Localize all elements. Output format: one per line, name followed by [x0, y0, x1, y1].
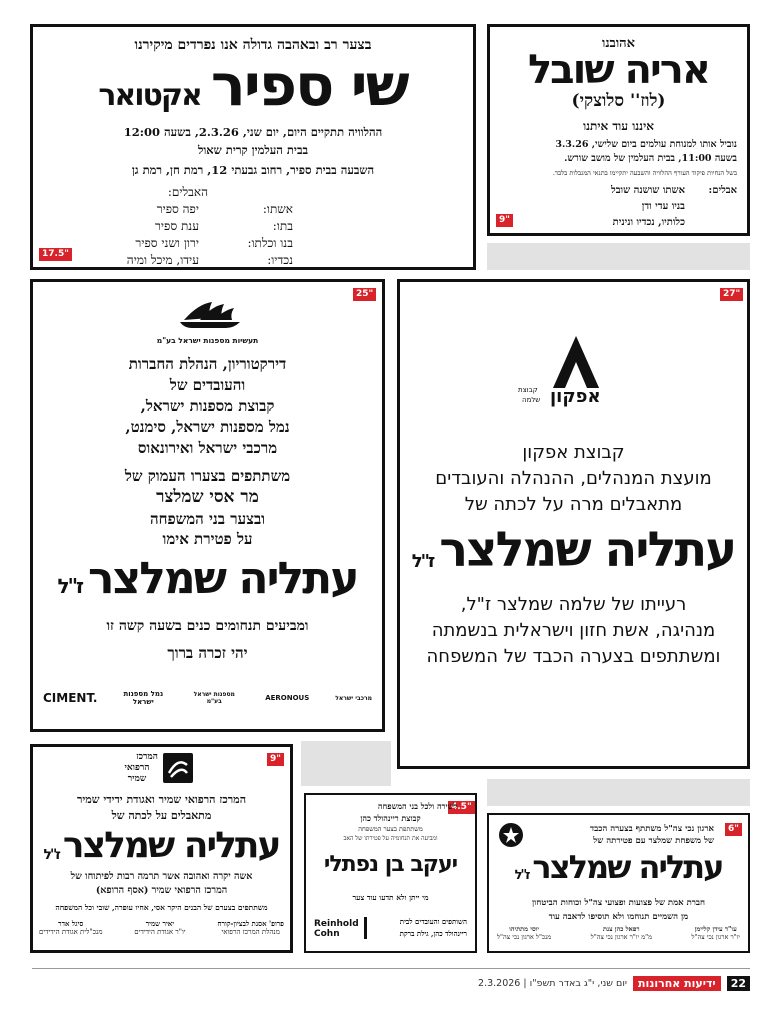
issue-date: יום שני, י"ג באדר תשפ"ו | 2.3.2026: [478, 978, 628, 989]
ad3-logo-strip: [43, 686, 372, 710]
ad3-line: מרכבי ישראל ואירונאוס: [137, 439, 278, 457]
signature-name: סיגל אדר: [58, 919, 84, 928]
idf-veterans-emblem-icon: [499, 823, 523, 847]
ad3-line: קבוצת מספנות ישראל,: [140, 397, 275, 415]
aeronous-logo: AERONOUS: [265, 694, 310, 702]
ad1-opening: בצער רב ובאהבה גדולה אנו נפרדים מיקירנו: [134, 37, 372, 53]
ad5-logo-2: הרפואי: [124, 763, 150, 773]
ad6-sign-2: ריינהולד כהן, גילת ברקת: [399, 929, 467, 938]
ad4-size-tag: 27": [720, 288, 743, 301]
ad1-label: בנו וכלתו:: [247, 236, 293, 250]
ad5-line-2: מתאבלים על לכתה של: [111, 809, 212, 822]
signature-name: יאיר שמיר: [145, 919, 175, 928]
ad4-desc-3: ומשתתפים בצערה הכבד של המשפחה: [426, 646, 721, 667]
ad5-desc-2: המרכז הרפואי שמיר (אסף הרופא): [95, 885, 228, 896]
signature-name: עו"ד עידן קליימן: [694, 925, 737, 933]
obituary-idf-disabled-veterans: [487, 813, 750, 953]
obituary-reinhold-cohn: [304, 793, 477, 953]
ad5-line-1: המרכז הרפואי שמיר ואגודת ידידי שמיר: [76, 793, 247, 806]
logo-word: Cohn: [314, 929, 340, 939]
signature-title: מנכ"לית אגודת הידידים: [39, 928, 103, 936]
ad1-funeral-line-1: ההלוויה תתקיים היום, יום שני, 2.3.26, בשעה 12:00: [123, 125, 383, 139]
israel-shipyards-logo: מספנות ישראל בע"מ: [193, 691, 235, 705]
shipyard-port-logo: נמל מספנות ישראל: [123, 690, 164, 706]
ciment-logo: CIMENT.: [43, 691, 98, 705]
ad5-signature: [39, 919, 102, 936]
footer-rule: [32, 968, 750, 969]
ad4-logo-word: אפקון: [550, 386, 601, 407]
ad6-sign-1: השותפים והעובדים לבית: [399, 917, 467, 926]
ad5-signature: [134, 919, 185, 936]
ad3-blessing: יהי זכרה ברוך: [167, 644, 248, 662]
ad4-desc-1: רעייתו של שלמה שמלצר ז"ל,: [460, 594, 687, 615]
ad4-desc-2: מנהיגה, אשת חזון וישראלית בנשמתה: [431, 620, 716, 641]
ad4-zl: ז"ל: [411, 551, 434, 572]
ad3-person: מר אסי שמלצר: [156, 487, 259, 507]
ad3-name: עתליה שמלצר: [88, 553, 358, 604]
signature-name: יוסי מתתיהו: [509, 925, 540, 933]
ad1-label: נכדיו:: [267, 253, 293, 267]
ad3-condolence: ומביעים תנחומים כנים בשעה קשה זו: [106, 618, 309, 634]
ad6-memory: מי ייתן ולא תדעו עוד צער: [352, 893, 429, 902]
ad2-mourners-3: כלותיו, נכדיו ונינית: [612, 217, 685, 228]
ad2-mourners-label: אבלים:: [708, 185, 737, 196]
ad1-funeral-line-2: בבית העלמין קרית שאול: [197, 143, 309, 157]
ad3-family: ובצער בני המשפחה: [149, 510, 266, 528]
ad3-zl: ז"ל: [57, 574, 82, 598]
ad7-name-block: [489, 845, 748, 889]
ad1-value: ירון ושני ספיר: [135, 236, 199, 250]
ad2-mourners-1: אשתו שושנה שובל: [611, 185, 685, 196]
signature-name: פרופ' אסנת לבציון-קורח: [217, 919, 284, 928]
ad7-top-2: של משפחת שמלצר עם פטירתה של: [593, 836, 714, 846]
ad2-line-3: בשל הנחיות פיקוד העורף ההלוויה והשבעה יתקיימו בתנאי המגבלות בלבד.: [552, 169, 737, 177]
ad3-line: נמל מספנות ישראל, סימנט,: [125, 418, 290, 436]
ad2-opening: אהובנו: [602, 36, 635, 51]
gray-filler-1: [487, 243, 750, 270]
ad2-line-2: בשעה 11:00, בבית העלמין של מושב שורש.: [564, 153, 737, 164]
ad3-death: על פטירת אימו: [162, 530, 253, 548]
ad3-share: משתתפים בצערו העמוק של: [124, 467, 291, 485]
ad4-line-1: מועצת המנהלים, ההנהלה והעובדים: [435, 468, 712, 489]
signature-title: מנהלת המרכז הרפואי: [221, 928, 280, 936]
ad4-name: עתליה שמלצר: [439, 522, 736, 578]
page-number: 22: [727, 976, 750, 991]
ad7-size-tag: 6": [725, 823, 742, 836]
afcon-logo-icon: [547, 332, 605, 390]
ad1-value: ענת ספיר: [155, 219, 199, 233]
ad5-signature: [217, 919, 284, 936]
ad1-title-prefix: אקטואר: [98, 78, 201, 113]
reinhold-cohn-logo: [314, 919, 359, 939]
signature-title: יו"ר ארגון נכי צה"ל: [691, 933, 740, 941]
ad7-top-1: ארגון נכי צה"ל משתתף בצערה הכבד: [590, 824, 714, 834]
ad2-size-tag: 9": [496, 214, 513, 227]
ad2-mourners-2: בניו עדי ודן: [641, 201, 685, 212]
logo-word: Reinhold: [314, 919, 359, 929]
ad2-line-1: נוביל אותו למנוחת עולמים ביום שלישי, 3.3.26: [555, 139, 737, 150]
ad4-logo-sub-2: שלמה: [522, 396, 541, 404]
ship-logo-icon: [178, 298, 242, 330]
ad7-name: עתליה שמלצר: [532, 848, 723, 886]
ad3-line: דירקטוריון, הנהלת החברות: [128, 355, 287, 373]
ad1-size-tag: 17.5": [39, 248, 72, 261]
ad7-signatures: [497, 925, 740, 941]
ad1-name-block: [33, 53, 473, 117]
ad5-desc-1: אשה יקרה ואהובה אשר תרמה רבות לפיתוחו של: [70, 871, 253, 882]
ad1-label: בתו:: [272, 219, 293, 233]
ad5-signatures: [39, 919, 284, 936]
ad1-value: יפה ספיר: [156, 202, 199, 216]
ad1-mourners-title: האבלים:: [167, 185, 208, 199]
ad3-name-block: [33, 552, 382, 606]
gray-filler-3: [487, 779, 750, 806]
obituary-shamir-medical: [30, 744, 293, 953]
ad3-company: תעשיות מספנות ישראל בע"מ: [156, 336, 259, 345]
obituary-afcon-group: [397, 279, 750, 769]
ad6-name: יעקב בן נפתלי: [323, 852, 458, 877]
reinhold-cohn-bar-icon: [364, 917, 367, 939]
ad3-line: והעובדים של: [169, 376, 246, 394]
obituary-israel-shipyards: [30, 279, 385, 732]
ad2-gone: איננו עוד איתנו: [583, 119, 654, 133]
ad6-size-tag: 4.5": [448, 801, 475, 814]
ad1-name: שי ספיר: [210, 51, 408, 119]
ad2-nickname: (לוז'' סלוצקי): [571, 91, 666, 111]
ad3-lines: [33, 354, 382, 459]
signature-title: מנכ"ל ארגון נכי צה"ל: [497, 933, 552, 941]
page-footer: [478, 976, 750, 991]
ad4-name-block: [400, 520, 747, 580]
signature-title: יו"ר אגודת הידידים: [134, 928, 186, 936]
ad7-desc: חברת אמת של פצועות ופצועי צה"ל וכוחות הביטחון: [531, 898, 706, 908]
ad1-shiva: השבעה בבית ספיר, רחוב גבעתי 12, רמת חן, רמת גן: [131, 163, 375, 177]
ad1-label: אשתו:: [262, 202, 293, 216]
ad4-line-2: מתאבלים מרה על לכתה של: [464, 494, 683, 515]
signature-title: מ"מ יו"ר ארגון נכי צה"ל: [590, 933, 652, 941]
ad5-zl: ז"ל: [43, 847, 59, 863]
merkavey-israel-logo: מרכבי ישראל: [335, 694, 372, 702]
ad2-name: אריה שובל: [527, 47, 710, 93]
ad5-name: עתליה שמלצר: [62, 825, 280, 866]
newspaper-name: ידיעות אחרונות: [633, 976, 721, 991]
ad7-wish: מן השמיים תנוחמו ולא תוסיפו לדאבה עוד: [548, 912, 689, 922]
ad5-desc-3: משתתפים בצערם של הבנים היקר אסי, אחיו עופרה, שובי וכל המשפחה: [55, 903, 268, 912]
ad5-logo-3: שמיר: [127, 774, 147, 784]
ad4-logo-sub-1: קבוצת: [518, 386, 538, 394]
ad1-mourners: [93, 201, 293, 269]
ad6-top: לשירה ולכל בני המשפחה: [377, 801, 457, 811]
ad1-value: עידו, מיכל ומיה: [126, 253, 199, 267]
ad6-sub: ומביעה את תנחומיה על פטירתו של האב: [343, 835, 438, 842]
ad7-signature: [497, 925, 551, 941]
ad7-zl: ז"ל: [514, 868, 529, 883]
ad4-group: קבוצת אפקון: [522, 442, 625, 463]
ad6-share: משתתפת בצער המשפחה: [358, 825, 423, 833]
ad5-name-block: [33, 823, 290, 869]
ad5-size-tag: 9": [267, 753, 284, 766]
obituary-shay-sapir: [30, 24, 476, 270]
ad7-signature: [591, 925, 652, 941]
obituary-arieh-shuval: [487, 24, 750, 236]
ad3-size-tag: 25": [353, 288, 376, 301]
ad5-logo-1: המרכז: [136, 752, 158, 762]
gray-filler-2: [301, 741, 391, 786]
ad6-company: קבוצת ריינהולד כהן: [360, 813, 421, 823]
signature-name: רפאל כהן צנת: [603, 925, 640, 933]
ad7-signature: [692, 925, 740, 941]
